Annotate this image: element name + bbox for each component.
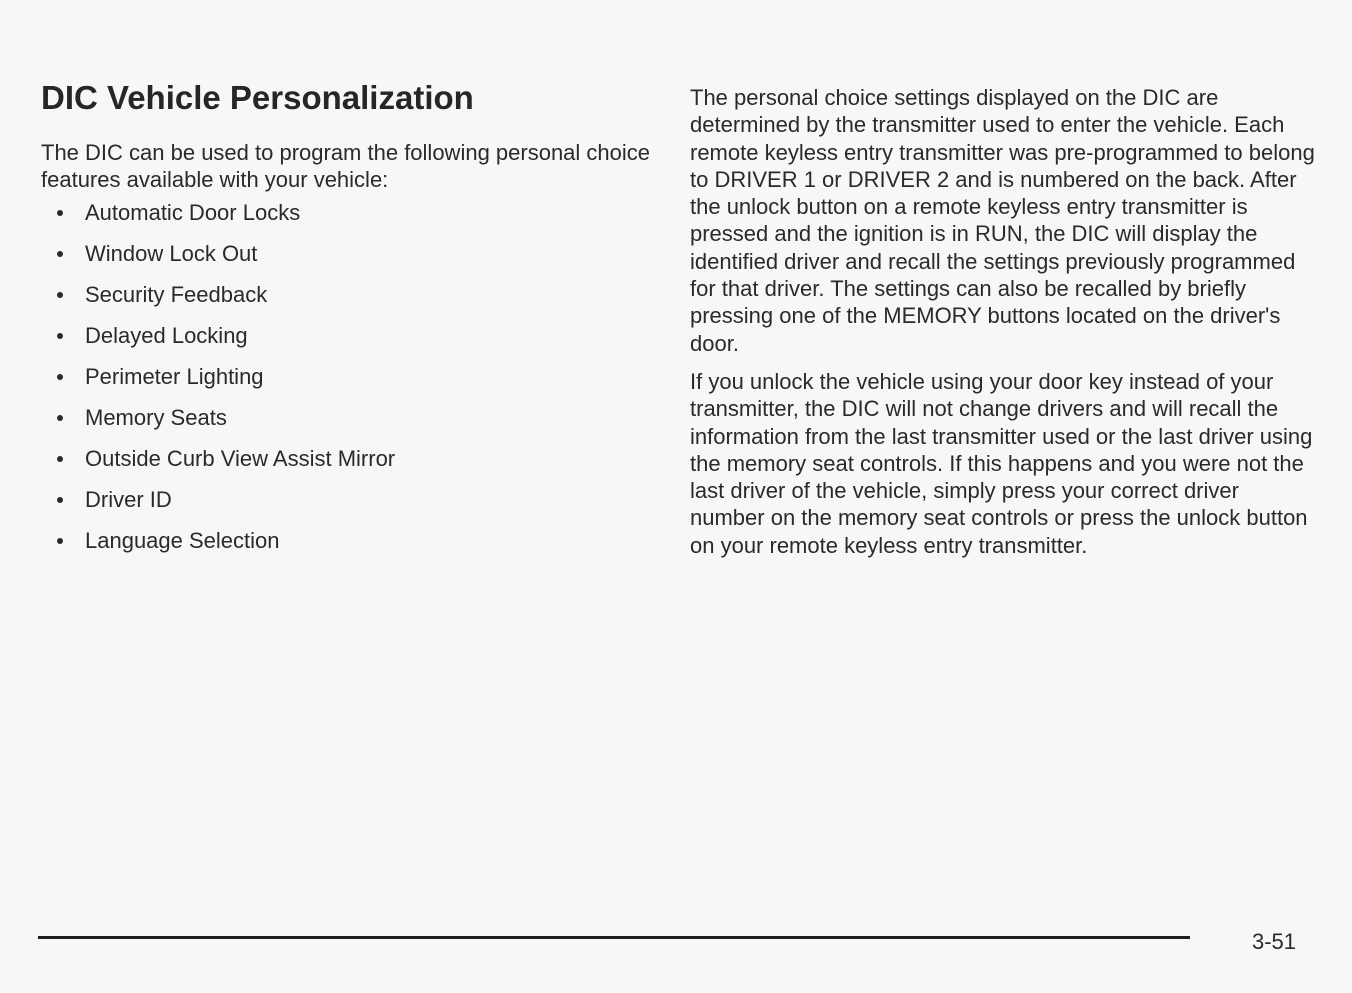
- list-item-label: Driver ID: [85, 487, 172, 512]
- list-item-label: Window Lock Out: [85, 241, 258, 266]
- list-item-label: Automatic Door Locks: [85, 200, 301, 225]
- right-column: [690, 84, 1315, 559]
- feature-list: [41, 199, 651, 554]
- bullet-icon: [57, 497, 63, 503]
- list-item: [41, 240, 651, 267]
- list-item: [41, 445, 651, 472]
- intro-paragraph: The DIC can be used to program the following personal choice features available with your vehicle:: [41, 140, 651, 192]
- list-item: [41, 322, 651, 349]
- body-paragraph: If you unlock the vehicle using your door key instead of your transmitter, the DIC will not change drivers and will recall the information from the last transmitter used or the last driver using the memory seat controls. If this happens and you were not the last driver of the vehicle, simply press your correct driver number on the memory seat controls or press the unlock button on your remote keyless entry transmitter.: [690, 368, 1313, 558]
- list-item: [41, 486, 651, 513]
- left-column: [41, 78, 651, 568]
- page-title: DIC Vehicle Personalization: [41, 79, 474, 116]
- body-paragraph: The personal choice settings displayed on the DIC are determined by the transmitter used to enter the vehicle. Each remote keyless entry transmitter was pre-programmed to belong to DRIVER 1 or DRIVER 2 and is numbered on the back. After the unlock button on a remote keyless entry transmitter is pressed and the ignition is in RUN, the DIC will display the identified driver and recall the settings previously programmed for that driver. The settings can also be recalled by briefly pressing one of the MEMORY buttons located on the driver's door.: [690, 85, 1315, 356]
- page-number: 3-51: [1252, 929, 1297, 954]
- bullet-icon: [57, 538, 63, 544]
- list-item: [41, 199, 651, 226]
- list-item-label: Outside Curb View Assist Mirror: [85, 446, 396, 471]
- bullet-icon: [57, 374, 63, 380]
- bullet-icon: [57, 292, 63, 298]
- bullet-icon: [57, 210, 63, 216]
- bullet-icon: [57, 333, 63, 339]
- list-item: [41, 363, 651, 390]
- bullet-icon: [57, 456, 63, 462]
- footer-rule: [38, 936, 1190, 939]
- list-item-label: Language Selection: [85, 528, 280, 553]
- list-item-label: Delayed Locking: [85, 323, 248, 348]
- list-item: [41, 527, 651, 554]
- list-item-label: Security Feedback: [85, 282, 268, 307]
- list-item: [41, 281, 651, 308]
- bullet-icon: [57, 415, 63, 421]
- bullet-icon: [57, 251, 63, 257]
- list-item-label: Perimeter Lighting: [85, 364, 264, 389]
- list-item: [41, 404, 651, 431]
- list-item-label: Memory Seats: [85, 405, 227, 430]
